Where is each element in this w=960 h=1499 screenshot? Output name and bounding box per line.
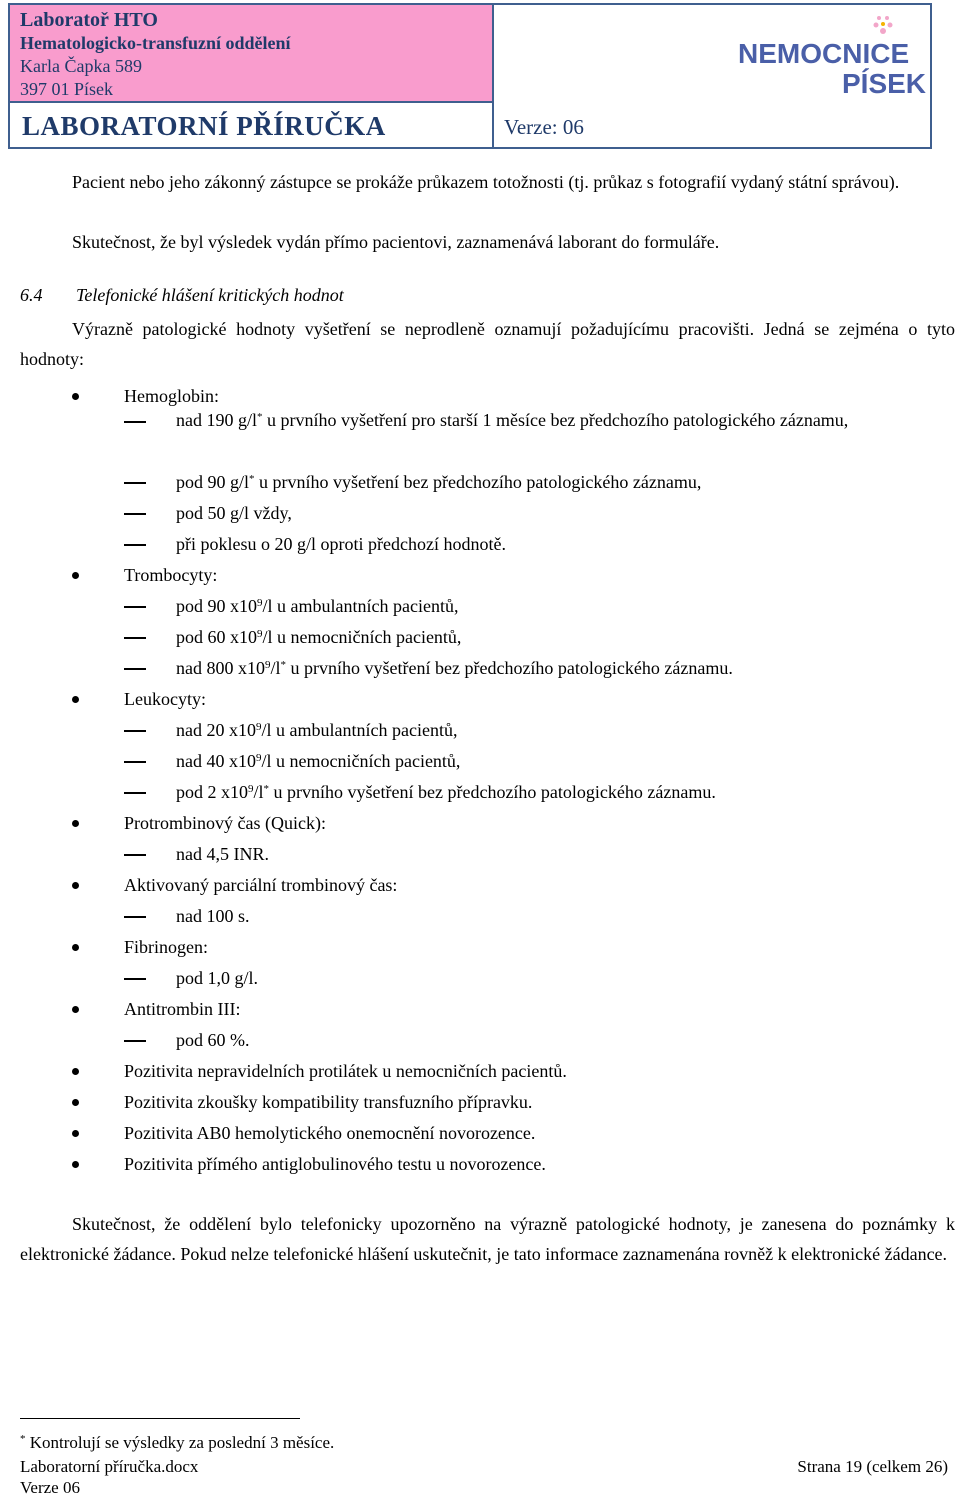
intro-paragraph: Výrazně patologické hodnoty vyšetření se neprodleně oznamují požadujícímu pracovišti. Jedná se zejména o tyto hodnoty: <box>20 319 955 369</box>
dash <box>124 513 146 515</box>
dash <box>124 668 146 670</box>
header-divider <box>492 103 494 147</box>
bullet-ab0 <box>72 1130 79 1137</box>
dash <box>124 978 146 980</box>
lab-name: Laboratoř HTO <box>20 9 158 31</box>
bullet-quick <box>72 820 79 827</box>
antitrombin-label: Antitrombin III: <box>124 999 241 1019</box>
bullet-text-ab0: Pozitivita AB0 hemolytického onemocnění novorozence. <box>124 1123 536 1143</box>
dash <box>124 544 146 546</box>
trombocyty-item-1: pod 90 $x10^9/l$ u ambulantních pacientů, <box>176 596 459 616</box>
antitrombin-item-1: pod 60 %. <box>176 1030 250 1050</box>
dash <box>124 730 146 732</box>
dash <box>124 1040 146 1042</box>
identity-paragraph: Pacient nebo jeho zákonný zástupce se prokáže průkazem totožnosti (tj. průkaz s fotografií vydaný státní správou). <box>72 172 900 192</box>
logo-nemocnice: NEMOCNICE <box>738 38 910 69</box>
dash <box>124 854 146 856</box>
flower-icon <box>874 16 893 34</box>
quick-item-1: nad 4,5 INR. <box>176 844 269 864</box>
header-title-bar <box>10 103 930 147</box>
bullet-text-kompatibilita: Pozitivita zkoušky kompatibility transfuzního přípravku. <box>124 1092 533 1112</box>
dash <box>124 761 146 763</box>
manual-title: LABORATORNÍ PŘÍRUČKA <box>22 111 386 141</box>
trombocyty-item-2: pod 60 $x10^9/l$ u nemocničních pacientů, <box>176 627 462 647</box>
bullet-antitrombin <box>72 1006 79 1013</box>
fibrinogen-label: Fibrinogen: <box>124 937 208 957</box>
section-number: 6.4 <box>20 285 43 305</box>
result-record-paragraph: Skutečnost, že byl výsledek vydán přímo pacientovi, zaznamenává laborant do formuláře. <box>72 232 720 252</box>
bullet-text-nepravidelne: Pozitivita nepravidelních protilátek u nemocničních pacientů. <box>124 1061 567 1081</box>
bullet-hemoglobin <box>72 393 79 400</box>
header-version: Verze: 06 <box>504 115 584 139</box>
dash <box>124 916 146 918</box>
hemoglobin-item-2: pod 90 g/l* u prvního vyšetření bez předchozího patologického záznamu, <box>176 472 702 492</box>
closing-paragraph: Skutečnost, že oddělení bylo telefonicky upozorněno na výrazně patologické hodnoty, je zanesena do poznámky k elektronické žádance. Pokud nelze telefonické hlášení uskutečnit, je tato informace zaznamenána rovněž k elektronické žádance. <box>20 1214 955 1264</box>
hemoglobin-item-1: nad 190 g/l* u prvního vyšetření pro starší 1 měsíce bez předchozího patologického záznamu, <box>176 410 849 430</box>
dash <box>124 637 146 639</box>
bullet-text-pat: Pozitivita přímého antiglobulinového testu u novorozence. <box>124 1154 546 1174</box>
section-title: Telefonické hlášení kritických hodnot <box>76 285 344 305</box>
leukocyty-item-3: pod 2 $x10^9/l^*$ u prvního vyšetření bez předchozího patologického záznamu. <box>176 782 716 802</box>
dash <box>124 606 146 608</box>
dash <box>124 482 146 484</box>
hospital-logo <box>496 5 930 103</box>
leukocyty-item-2: nad 40 $x10^9/l$ u nemocničních pacientů, <box>176 751 461 771</box>
leukocyty-label: Leukocyty: <box>124 689 206 709</box>
leukocyty-item-1: nad 20 $x10^9/l$ u ambulantních pacientů, <box>176 720 458 740</box>
department-name: Hematologicko-transfuzní oddělení <box>20 33 291 53</box>
logo-pisek: PÍSEK <box>842 68 927 99</box>
bullet-aptt <box>72 882 79 889</box>
hemoglobin-item-4: při poklesu o 20 g/l oproti předchozí hodnotě. <box>176 534 506 554</box>
quick-label: Protrombinový čas (Quick): <box>124 813 326 833</box>
hemoglobin-item-3: pod 50 g/l vždy, <box>176 503 292 523</box>
footer-version: Verze 06 <box>20 1478 80 1497</box>
header-address-block <box>10 5 494 103</box>
bullet-fibrinogen <box>72 944 79 951</box>
dash <box>124 421 146 423</box>
footer-page-number: Strana 19 (celkem 26) <box>797 1457 948 1476</box>
hemoglobin-label: Hemoglobin: <box>124 386 219 406</box>
document-header <box>8 3 932 149</box>
footer-filename: Laboratorní příručka.docx <box>20 1457 199 1476</box>
bullet-nepravidelne <box>72 1068 79 1075</box>
aptt-item-1: nad 100 s. <box>176 906 250 926</box>
street-address: Karla Čapka 589 <box>20 56 142 76</box>
trombocyty-label: Trombocyty: <box>124 565 218 585</box>
footnote: * Kontrolují se výsledky za poslední 3 měsíce. <box>20 1433 335 1452</box>
bullet-leukocyty <box>72 696 79 703</box>
aptt-label: Aktivovaný parciální trombinový čas: <box>124 875 398 895</box>
trombocyty-item-3: nad 800 $x10^9/l^*$ u prvního vyšetření bez předchozího patologického záznamu. <box>176 658 733 678</box>
city-address: 397 01 Písek <box>20 79 114 99</box>
bullet-pat <box>72 1161 79 1168</box>
footnote-rule <box>20 1418 300 1419</box>
bullet-kompatibilita <box>72 1099 79 1106</box>
dash <box>124 792 146 794</box>
fibrinogen-item-1: pod 1,0 g/l. <box>176 968 259 988</box>
bullet-trombocyty <box>72 572 79 579</box>
